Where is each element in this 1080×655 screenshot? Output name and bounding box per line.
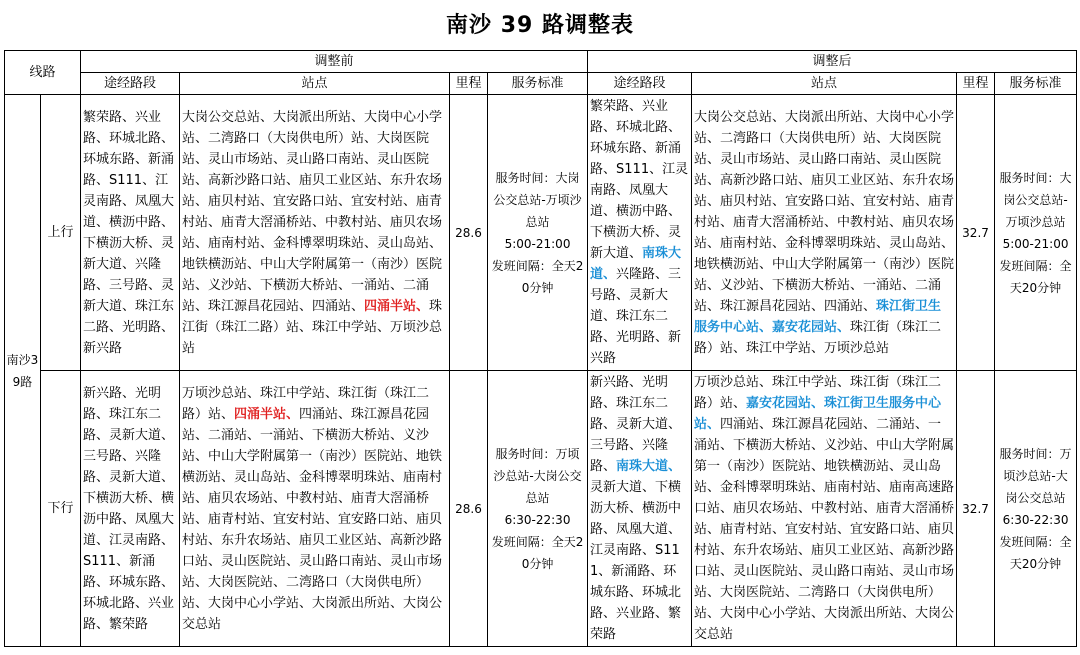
removed-text: 四涌半站、: [364, 298, 430, 314]
before-down-stops: [180, 371, 450, 647]
cell-text: 大岗公交总站、大岗派出所站、大岗中心小学站、二湾路口（大岗供电所）站、大岗医院站、灵山市场站、灵山路口南站、灵山医院站、高新沙路口站、庙贝工业区站、东升农场站、庙贝村站、宜安路口站、宜安村站、庙青村站、庙青大滘涌桥站、中教村站、庙贝农场站、庙南村站、金科博翠明珠站、灵山岛站、地铁横沥站、中山大学附属第一（南沙）医院站、义沙站、下横沥大桥站、一涌站、二涌站、珠江源昌花园站、四涌站、: [694, 109, 955, 314]
before-header: 调整前: [81, 51, 588, 73]
cell-text: 灵新大道、下横沥大桥、横沥中路、凤凰大道、江灵南路、S111、新涌路、环城东路、环城北路、兴业路、繁荣路: [590, 480, 682, 642]
adjustment-table: [4, 50, 1077, 647]
before-up-stops: [180, 95, 450, 371]
before-up-roads: 繁荣路、兴业路、环城北路、环城东路、新涌路、S111、江灵南路、凤凰大道、横沥中路、下横沥大桥、灵新大道、兴隆路、三号路、灵新大道、珠江东二路、光明路、新兴路: [81, 95, 180, 371]
before-up-service-time: 服务时间：大岗公交总站-万顷沙总站: [493, 170, 582, 229]
after-roads-header: 途经路段: [588, 73, 692, 95]
before-up-interval: 发班间隔：全天20分钟: [491, 258, 584, 295]
before-service-header: 服务标准: [488, 73, 588, 95]
added-text: 南珠大道、: [590, 246, 682, 282]
after-up-service: [995, 95, 1077, 371]
after-up-service-time: 服务时间：大岗公交总站-万顷沙总站: [999, 170, 1072, 229]
cell-text: 大岗公交总站、大岗派出所站、大岗中心小学站、二湾路口（大岗供电所）站、大岗医院站、灵山市场站、灵山路口南站、灵山医院站、高新沙路口站、庙贝工业区站、东升农场站、庙贝村站、宜安路口站、宜安村站、庙青村站、庙青大滘涌桥站、中教村站、庙贝农场站、庙南村站、金科博翠明珠站、灵山岛站、地铁横沥站、中山大学附属第一（南沙）医院站、义沙站、下横沥大桥站、一涌站、二涌站、珠江源昌花园站、四涌站、: [182, 109, 443, 314]
after-up-distance: 32.7: [957, 95, 995, 371]
cell-text: 兴隆路、三号路、灵新大道、珠江东二路、光明路、新兴路: [590, 267, 682, 366]
after-distance-header: 里程: [957, 73, 995, 95]
before-up-service-hours: 5:00-21:00: [504, 236, 571, 251]
before-down-interval: 发班间隔：全天20分钟: [491, 534, 584, 571]
cell-text: 珠江街（珠江二路）站、珠江中学站、万顷沙总站: [182, 298, 443, 356]
after-down-interval: 发班间隔：全天20分钟: [999, 534, 1072, 571]
after-up-interval: 发班间隔：全天20分钟: [999, 258, 1072, 295]
after-service-header: 服务标准: [995, 73, 1077, 95]
before-up-service: [488, 95, 588, 371]
after-down-roads: [588, 371, 692, 647]
before-down-roads: 新兴路、光明路、珠江东二路、灵新大道、三号路、兴隆路、灵新大道、下横沥大桥、横沥中路、凤凰大道、江灵南路、S111、新涌路、环城东路、环城北路、兴业路、繁荣路: [81, 371, 180, 647]
added-text: 南珠大道、: [616, 459, 682, 474]
cell-text: 四涌站、珠江源昌花园站、二涌站、一涌站、下横沥大桥站、义沙站、中山大学附属第一（南沙）医院站、地铁横沥站、灵山岛站、金科博翠明珠站、庙南村站、庙南高速路口站、庙贝农场站、中教村站、庙青大滘涌桥站、庙青村站、宜安村站、宜安路口站、庙贝村站、东升农场站、庙贝工业区站、高新沙路口站、灵山医院站、灵山路口南站、灵山市场站、大岗医院站、二湾路口（大岗供电所）站、大岗中心小学站、大岗派出所站、大岗公交总站: [694, 417, 955, 642]
direction-up: 上行: [41, 95, 81, 371]
cell-text: 新兴路、光明路、珠江东二路、灵新大道、三号路、兴隆路、: [590, 375, 682, 474]
line-header: 线路: [5, 51, 81, 95]
added-text: 珠江街卫生服务中心站、嘉安花园站、: [694, 298, 942, 335]
removed-text: 四涌半站、: [234, 406, 300, 422]
line-name-cell: [5, 95, 41, 647]
after-up-stops: [692, 95, 957, 371]
direction-down: 下行: [41, 371, 81, 647]
after-down-service-time: 服务时间：万顷沙总站-大岗公交总站: [999, 446, 1072, 505]
before-stops-header: 站点: [180, 73, 450, 95]
before-distance-header: 里程: [450, 73, 488, 95]
line-name: 南沙39路: [6, 352, 39, 389]
cell-text: 万顷沙总站、珠江中学站、珠江街（珠江二路）站、: [182, 385, 430, 422]
after-down-service-hours: 6:30-22:30: [1002, 512, 1069, 527]
after-up-service-hours: 5:00-21:00: [1002, 236, 1069, 251]
added-text: 嘉安花园站、珠江街卫生服务中心站、: [694, 396, 942, 432]
before-down-distance: 28.6: [450, 371, 488, 647]
after-up-roads: [588, 95, 692, 371]
table-row-down: [5, 371, 1077, 647]
page-title: 南沙 39 路调整表: [446, 13, 634, 38]
cell-text: 万顷沙总站、珠江中学站、珠江街（珠江二路）站、: [694, 375, 942, 411]
cell-text: 繁荣路、兴业路、环城北路、环城东路、新涌路、S111、江灵南路、凤凰大道、横沥中路、下横沥大桥、灵新大道、: [590, 99, 689, 261]
before-down-service-hours: 6:30-22:30: [504, 512, 571, 527]
cell-text: 珠江街（珠江二路）站、珠江中学站、万顷沙总站: [694, 319, 942, 356]
after-down-distance: 32.7: [957, 371, 995, 647]
cell-text: 四涌站、珠江源昌花园站、二涌站、一涌站、下横沥大桥站、义沙站、中山大学附属第一（南沙）医院站、地铁横沥站、灵山岛站、金科博翠明珠站、庙南村站、庙贝农场站、中教村站、庙青大滘涌桥站、庙青村站、宜安村站、宜安路口站、庙贝村站、东升农场站、庙贝工业区站、高新沙路口站、灵山医院站、灵山路口南站、灵山市场站、大岗医院站、二湾路口（大岗供电所）站、大岗中心小学站、大岗派出所站、大岗公交总站: [182, 406, 443, 632]
before-down-service-time: 服务时间：万顷沙总站-大岗公交总站: [493, 446, 582, 505]
after-header: 调整后: [588, 51, 1077, 73]
before-up-distance: 28.6: [450, 95, 488, 371]
after-stops-header: 站点: [692, 73, 957, 95]
before-roads-header: 途经路段: [81, 73, 180, 95]
after-down-stops: [692, 371, 957, 647]
before-down-service: [488, 371, 588, 647]
after-down-service: [995, 371, 1077, 647]
table-row-up: [5, 95, 1077, 371]
